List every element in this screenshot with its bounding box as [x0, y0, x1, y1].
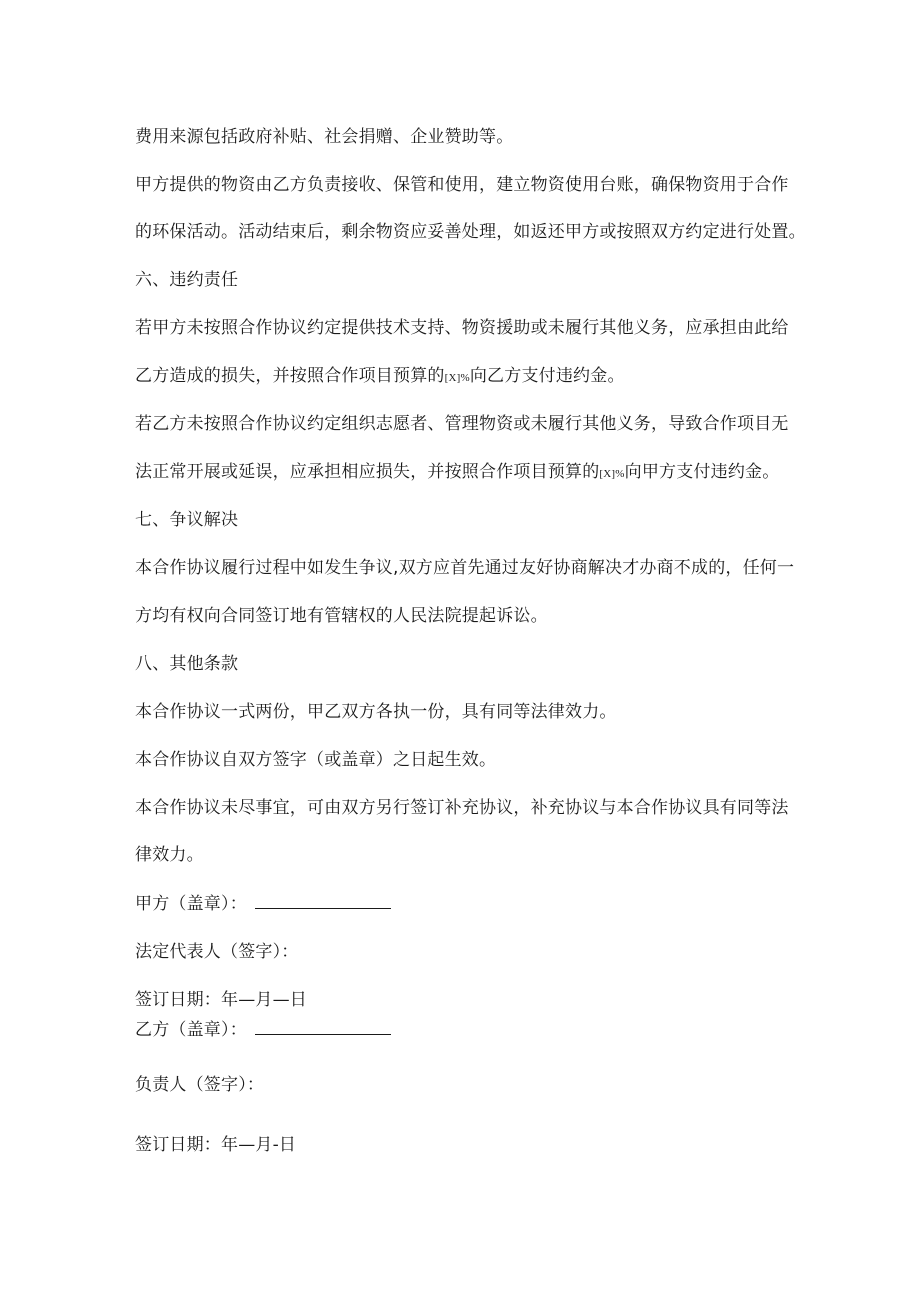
party-a-sign-date: 签订日期：年—月—日 [135, 990, 307, 1010]
paragraph-materials-line1: 甲方提供的物资由乙方负责接收、保管和使用，建立物资使用台账，确保物资用于合作 [135, 175, 789, 195]
other-terms-line1: 本合作协议一式两份，甲乙双方各执一份，具有同等法律效力。 [135, 702, 617, 722]
legal-representative-signature: 法定代表人（签字）： [135, 942, 299, 962]
signature-blank[interactable] [255, 893, 391, 909]
other-terms-line2: 本合作协议自双方签字（或盖章）之日起生效。 [135, 750, 497, 770]
party-b-sign-date: 签订日期：年—月-日 [135, 1135, 297, 1155]
penalty-percent: [X]% [444, 372, 470, 384]
party-b-seal: 乙方（盖章）： [135, 1018, 391, 1042]
signature-blank[interactable] [255, 1019, 391, 1035]
other-terms-line4: 律效力。 [135, 845, 204, 865]
section-heading-dispute: 七、争议解决 [135, 510, 239, 530]
breach-party-b-line2: 法正常开展或延误，应承担相应损失，并按照合作项目预算的[X]%向甲方支付违约金。 [135, 462, 780, 482]
other-terms-line3: 本合作协议未尽事宜，可由双方另行签订补充协议，补充协议与本合作协议具有同等法 [135, 798, 789, 818]
breach-party-b-line1: 若乙方未按照合作协议约定组织志愿者、管理物资或未履行其他义务，导致合作项目无 [135, 414, 789, 434]
party-a-seal: 甲方（盖章）： [135, 892, 391, 916]
paragraph-funding: 费用来源包括政府补贴、社会捐赠、企业赞助等。 [135, 127, 514, 147]
paragraph-materials-line2: 的环保活动。活动结束后，剩余物资应妥善处理，如返还甲方或按照双方约定进行处置。 [135, 222, 806, 242]
section-heading-breach: 六、违约责任 [135, 270, 239, 290]
breach-party-a-line2: 乙方造成的损失，并按照合作项目预算的[X]%向乙方支付违约金。 [135, 366, 625, 386]
dispute-line1: 本合作协议履行过程中如发生争议,双方应首先通过友好协商解决才办商不成的，任何一 [135, 558, 795, 578]
breach-party-a-line1: 若甲方未按照合作协议约定提供技术支持、物资援助或未履行其他义务，应承担由此给 [135, 318, 789, 338]
responsible-person-signature: 负责人（签字）： [135, 1075, 265, 1095]
penalty-percent: [X]% [599, 468, 625, 480]
dispute-line2: 方均有权向合同签订地有管辖权的人民法院提起诉讼。 [135, 606, 548, 626]
section-heading-other: 八、其他条款 [135, 654, 239, 674]
